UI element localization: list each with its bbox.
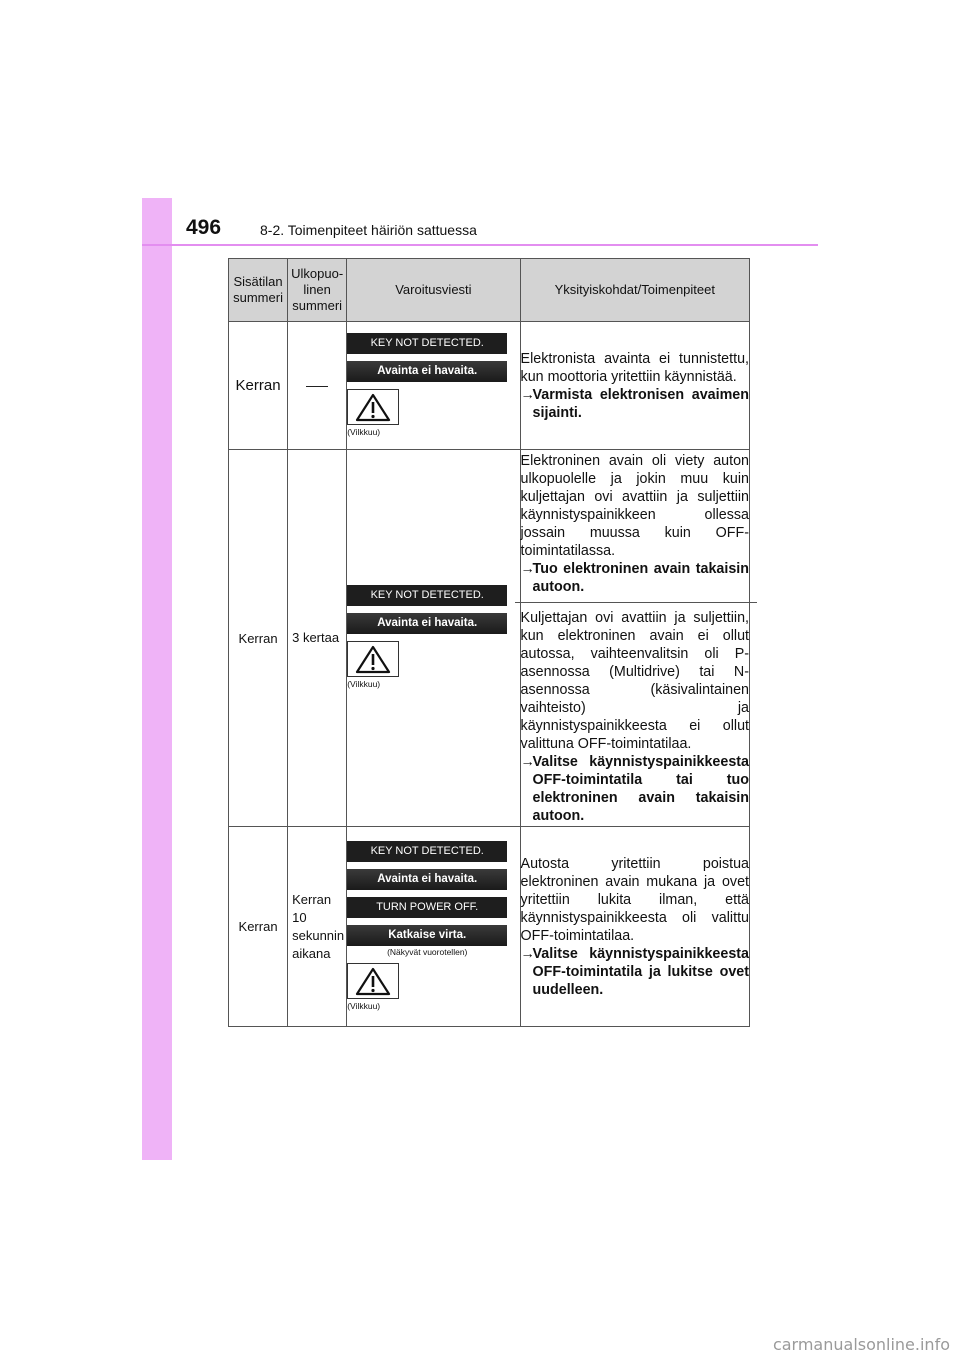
exterior-buzzer-cell: [288, 322, 347, 450]
arrow-icon: →: [520, 945, 535, 962]
display-message-en: KEY NOT DETECTED.: [347, 841, 507, 862]
interior-buzzer-cell: Kerran: [229, 450, 288, 827]
detail-divider: [515, 602, 757, 603]
header-warning-message: Varoitusviesti: [347, 259, 520, 322]
detail-text: Autosta yritettiin poistua elektroninen avain mukana ja ovet yritettiin lukita ilman, että käynnistyspainikkeesta oli valittu OFF-toimintatilaa.: [520, 855, 749, 944]
message-display-cell: [347, 450, 520, 827]
none-dash: [306, 386, 328, 387]
flashing-note: (Vilkkuu): [347, 1000, 381, 1011]
display-message-fi: Avainta ei havaita.: [347, 869, 507, 890]
header-tab: [142, 198, 172, 246]
arrow-icon: →: [520, 560, 535, 577]
action-text: Valitse käynnistyspainikkeesta OFF-toimintatila tai tuo elektroninen avain takaisin autoon.: [532, 753, 749, 824]
exterior-buzzer-cell: 3 kertaa: [288, 450, 347, 827]
message-display-cell: [347, 827, 520, 1027]
warning-triangle-icon: [347, 963, 399, 999]
table-row: [229, 827, 750, 1027]
display-message2-fi: Katkaise virta.: [347, 925, 507, 946]
page-number: 496: [186, 216, 222, 239]
action-line: [521, 753, 749, 825]
action-text: Valitse käynnistyspainikkeesta OFF-toimintatila ja lukitse ovet uudelleen.: [532, 945, 749, 998]
exterior-buzzer-cell: Kerran 10 sekunnin aikana: [288, 827, 347, 1027]
section-title: 8-2. Toimenpiteet häiriön sattuessa: [260, 222, 477, 238]
chapter-tab-bar: [142, 198, 172, 1160]
action-line: [521, 945, 749, 999]
warning-triangle-icon: [347, 641, 399, 677]
flashing-note: (Vilkkuu): [347, 679, 381, 689]
details-cell: [520, 450, 749, 827]
action-line: [521, 560, 749, 596]
arrow-icon: →: [520, 753, 535, 770]
table-row: [229, 322, 750, 450]
table-row: [229, 450, 750, 827]
action-line: [521, 386, 749, 422]
display-message2-en: TURN POWER OFF.: [347, 897, 507, 918]
action-text: Varmista elektronisen avaimen sijainti.: [532, 386, 749, 421]
header-interior-buzzer: Sisätilan summeri: [229, 259, 288, 322]
action-text: Tuo elektroninen avain takaisin autoon.: [532, 560, 749, 595]
alternating-note: (Näkyvät vuorotellen): [387, 946, 468, 957]
detail-text: Kuljettajan ovi avattiin ja suljettiin, kun elektroninen avain ei ollut autossa, vaihteenvalitsin oli P-asennossa (Multidrive) tai N-asennossa (käsivalintainen vaihteisto) ja käynnistyspainikkeesta ei ollut valittuna OFF-toimintatilaa.: [520, 609, 749, 752]
interior-buzzer-cell: Kerran: [229, 827, 288, 1027]
header-rule: [142, 244, 818, 246]
display-message-fi: Avainta ei havaita.: [347, 613, 507, 634]
display-message-en: KEY NOT DETECTED.: [347, 333, 507, 354]
flashing-note: (Vilkkuu): [347, 426, 381, 437]
warning-message-table: [228, 258, 750, 1027]
arrow-icon: →: [520, 386, 535, 403]
page-header: [142, 198, 818, 246]
interior-buzzer-cell: Kerran: [229, 322, 288, 450]
display-message-en: KEY NOT DETECTED.: [347, 585, 507, 606]
display-message-fi: Avainta ei havaita.: [347, 361, 507, 382]
message-display-cell: [347, 322, 520, 450]
detail-text: Elektroninen avain oli viety auton ulkopuolelle ja jokin muu kuin kuljettajan ovi avattiin ja suljettiin käynnistyspainikkeen ollessa jossain muussa kuin OFF-toimintatilassa.: [520, 452, 749, 559]
details-cell: [520, 322, 749, 450]
warning-triangle-icon: [347, 389, 399, 425]
table-header-row: [229, 259, 750, 322]
detail-text: Elektronista avainta ei tunnistettu, kun moottoria yritettiin käynnistää.: [520, 350, 749, 385]
details-cell: [520, 827, 749, 1027]
site-watermark: carmanualsonline.info: [772, 1335, 950, 1354]
header-exterior-buzzer: Ulkopuo- linen summeri: [288, 259, 347, 322]
header-details: Yksityiskohdat/Toimenpiteet: [520, 259, 749, 322]
